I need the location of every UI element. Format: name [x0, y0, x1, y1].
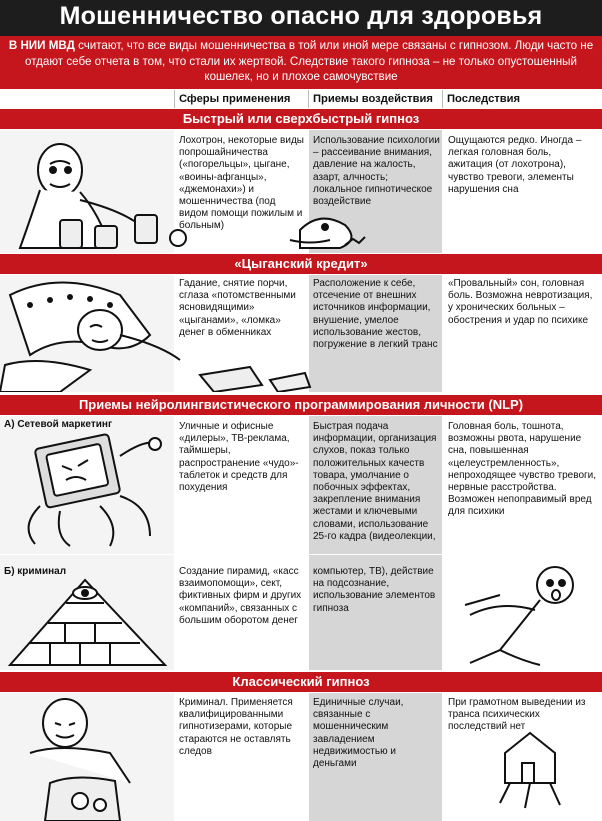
- cell-consequences: Головная боль, тошнота, возможны рвота, нарушение сна, повышенная «целеустремленность», непроходящее чувство тревоги, нервные расстройства. Возможен непоправимый вред для психики: [448, 421, 597, 518]
- cell-methods: компьютер, ТВ), действие на подсознание, использование элементов гипноза: [313, 566, 436, 614]
- column-header-consequences: Последствия: [447, 93, 521, 105]
- section-title-gypsy-credit: «Цыганский кредит»: [0, 254, 602, 274]
- cell-spheres: Криминал. Применяется квалифицированными гипнотизерами, которые стараются не оставлять следов: [179, 697, 293, 757]
- section-title-fast-hypnosis: Быстрый или сверхбыстрый гипноз: [0, 109, 602, 129]
- cell-methods: Быстрая подача информации, организация слухов, показ только положительных качеств товара, умолчание о побочных эффектах, закрепление внимания жестами и ключевыми словами, использование 25-го кадра (видеолекции,: [313, 421, 437, 542]
- column-divider: [174, 90, 175, 108]
- page-title: Мошенничество опасно для здоровья: [59, 2, 543, 30]
- intro-text: считают, что все виды мошенничества в той или иной мере связаны с гипнозом. Люди часто не отдают себе отчета в том, что стали их жертвой. Следствие такого гипноза – не только опустошенный кошелек, но и плохое самочувствие: [25, 39, 594, 84]
- column-header-methods: Приемы воздействия: [313, 93, 433, 105]
- title-bar: [0, 0, 602, 36]
- cell-methods: Расположение к себе, отсечение от внешних источников информации, внушение, умелое использование жестов, погружение в легкий транс: [313, 278, 438, 351]
- cell-methods: Единичные случаи, связанные с мошенническим завладением недвижимостью и деньгами: [313, 697, 404, 770]
- column-divider: [308, 90, 309, 108]
- column-divider: [442, 90, 443, 108]
- cell-consequences: При грамотном выведении из транса психических последствий нет: [448, 697, 586, 733]
- section-title-classic-hypnosis: Классический гипноз: [0, 672, 602, 692]
- cell-spheres: Создание пирамид, «касс взаимопомощи», сект, фиктивных фирм и других «компаний», связанных с большим оборотом денег: [179, 566, 302, 626]
- cell-spheres: Лохотрон, некоторые виды попрошайничества («погорельцы», цыгане, «воины-афганцы», «джемонахи») и мошенничества (под видом помощи пожилым и больным): [179, 135, 304, 232]
- cell-consequences: Ощущаются редко. Иногда – легкая головная боль, ажитация (от лохотрона), чувство тревоги, элементы нарушения сна: [448, 135, 582, 195]
- section-row-gypsy-credit: [0, 275, 602, 392]
- section-row-fast-hypnosis: [0, 130, 602, 253]
- section-title-nlp: Приемы нейролингвистического программирования личности (NLP): [0, 395, 602, 415]
- column-header-spheres: Сферы применения: [179, 93, 291, 105]
- cell-methods: Использование психологии – рассеивание внимания, давление на жалость, азарт, алчность; локальное гипнотическое воздействие: [313, 135, 440, 208]
- intro-block: [0, 36, 602, 89]
- subheading-criminal: Б) криминал: [4, 566, 67, 577]
- cell-consequences: «Провальный» сон, головная боль. Возможна невротизация, у хронических больных – обострения и удар по психике: [448, 278, 593, 326]
- section-row-nlp-criminal: [0, 555, 602, 670]
- section-row-classic-hypnosis: [0, 693, 602, 821]
- cell-spheres: Гадание, снятие порчи, сглаза «потомственными ясновидящими» «цыганами», «ломка» денег в обменниках: [179, 278, 296, 338]
- subheading-network-marketing: А) Сетевой маркетинг: [4, 419, 113, 430]
- intro-lead: В НИИ МВД: [8, 39, 75, 52]
- section-row-nlp-marketing: [0, 416, 602, 554]
- cell-spheres: Уличные и офисные «дилеры», ТВ-реклама, таймшеры, распространение «чудо»-таблеток и средств для похудения: [179, 421, 299, 494]
- computer-monster-illustration: [0, 416, 175, 554]
